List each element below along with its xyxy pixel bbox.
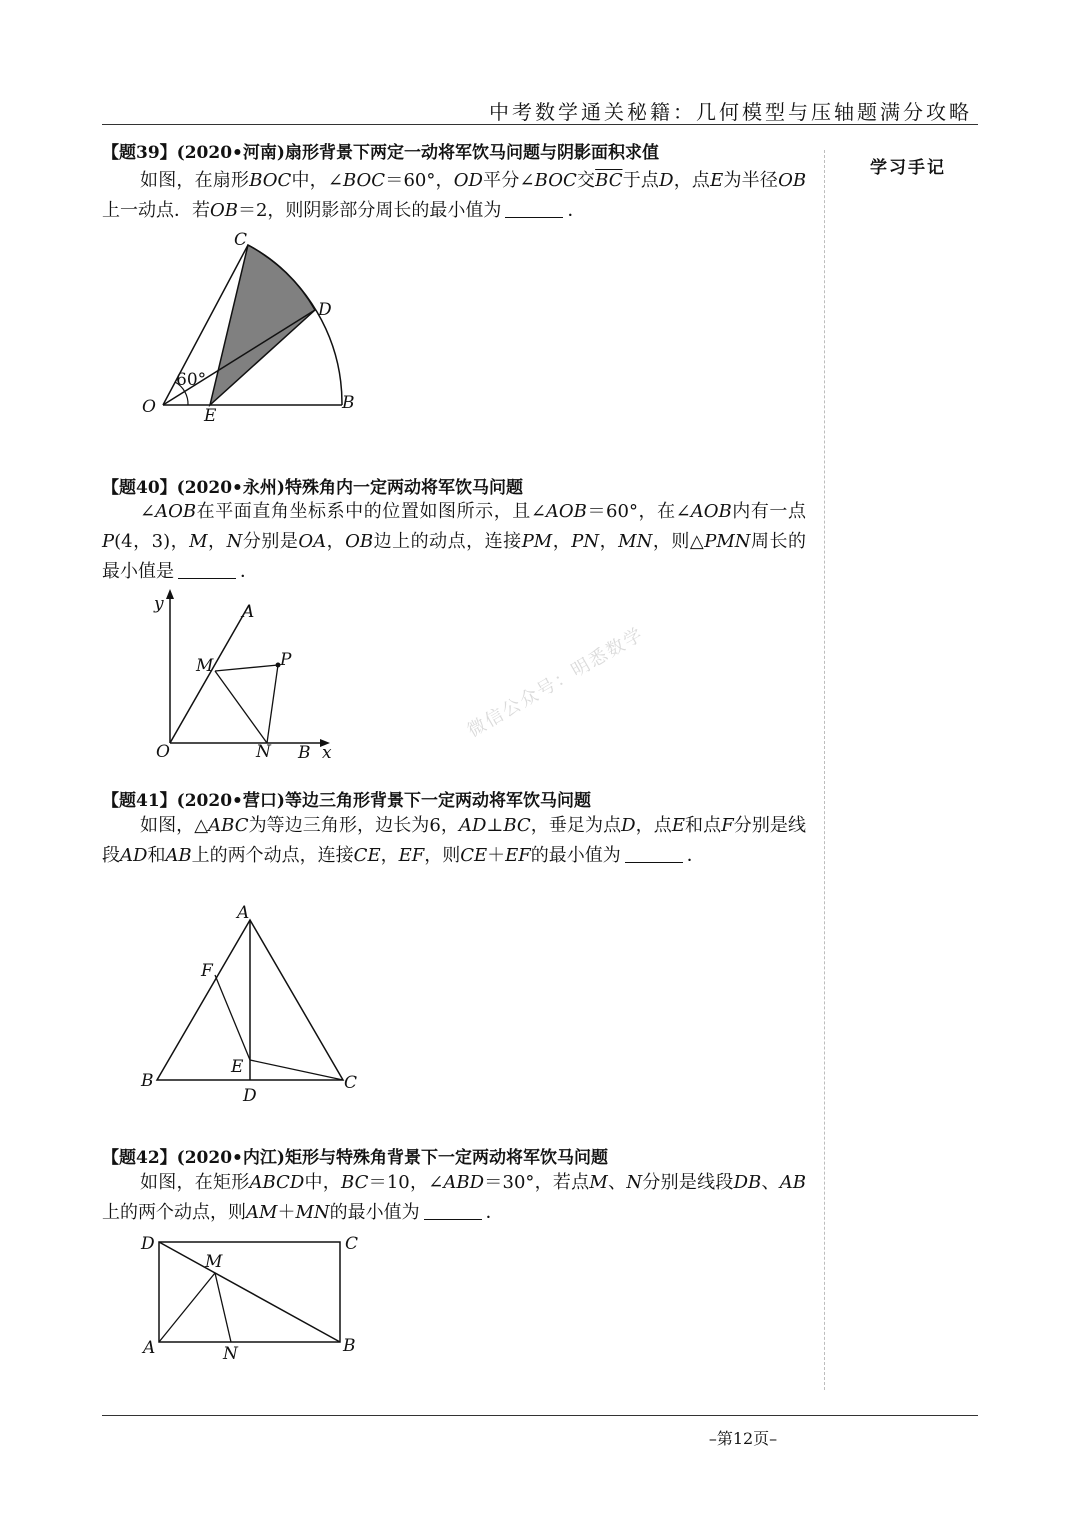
figure-42-rectangle	[135, 1225, 375, 1365]
problem-topic: 特殊角内一定两动将军饮马问题	[284, 478, 523, 498]
diagonal-db	[159, 1242, 340, 1342]
label-c: C	[234, 230, 248, 250]
label-a: A	[143, 1338, 156, 1358]
label-b: B	[141, 1071, 154, 1091]
figure-39-sector	[130, 225, 370, 430]
problem-source: (2020•营口)	[176, 791, 285, 811]
label-angle: 60°	[176, 370, 207, 390]
problem-number: 【题40】	[102, 478, 177, 498]
problem-number: 【题39】	[102, 143, 177, 163]
label-n: N	[256, 742, 271, 762]
problem-42-text: 如图，在矩形ABCD中，BC＝10，∠ABD＝30°，若点M、N分别是线段DB、AB上的两个动点，则AM＋MN的最小值为 ．	[102, 1172, 807, 1223]
problem-number: 【题42】	[102, 1148, 177, 1168]
label-o: O	[142, 397, 156, 417]
footer-rule	[102, 1415, 978, 1416]
page-number: –第12页–	[708, 1429, 778, 1448]
figure-40-coordinate	[140, 585, 360, 765]
sidebar-title: 学习手记	[870, 158, 946, 178]
label-d: D	[318, 300, 332, 320]
segment-fe	[215, 975, 250, 1060]
problem-source: (2020•永州)	[176, 478, 285, 498]
shaded-region-outline	[210, 245, 315, 405]
problem-topic: 扇形背景下两定一动将军饮马问题与阴影面积求值	[284, 143, 659, 163]
label-b: B	[343, 1336, 356, 1356]
answer-blank[interactable]	[178, 560, 236, 579]
problem-source: (2020•内江)	[176, 1148, 285, 1168]
answer-blank[interactable]	[424, 1201, 482, 1220]
figure-41-triangle	[135, 900, 375, 1110]
running-header: 中考数学通关秘籍：几何模型与压轴题满分攻略	[489, 100, 972, 124]
problem-number: 【题41】	[102, 791, 177, 811]
y-axis-arrow	[166, 589, 174, 599]
label-e: E	[204, 406, 217, 426]
problem-39-text: 如图，在扇形BOC中，∠BOC＝60°，OD平分∠BOC交$\overline{BC}$于点D，点E为半径OB上一动点．若OB＝2，则阴影部分周长的最小值为 ．	[102, 170, 807, 221]
watermark: 微信公众号：明悉数学	[464, 623, 648, 742]
problem-topic: 等边三角形背景下一定两动将军饮马问题	[284, 791, 591, 811]
label-b: B	[298, 743, 311, 763]
problem-topic: 矩形与特殊角背景下一定两动将军饮马问题	[284, 1148, 608, 1168]
problem-40-text: ∠AOB在平面直角坐标系中的位置如图所示，且∠AOB＝60°，在∠AOB内有一点P(4，3)，M，N分别是OA，OB边上的动点，连接PM，PN，MN，则△PMN周长的最小值是 ．	[102, 501, 807, 582]
sidebar-divider	[824, 150, 825, 1390]
segment-mn	[215, 671, 267, 743]
answer-blank[interactable]	[625, 844, 683, 863]
header-rule	[102, 124, 978, 125]
segment-pm	[215, 665, 278, 671]
problem-39-heading	[102, 138, 659, 163]
problem-42-heading	[102, 1143, 608, 1168]
segment-am	[159, 1273, 215, 1342]
label-o: O	[156, 742, 170, 762]
segment-mn	[215, 1273, 231, 1342]
problem-41-text: 如图，△ABC为等边三角形，边长为6，AD⊥BC，垂足为点D，点E和点F分别是线段AD和AB上的两个动点，连接CE，EF，则CE＋EF的最小值为 ．	[102, 815, 807, 866]
segment-ec	[250, 1060, 343, 1080]
label-a: A	[242, 602, 255, 622]
segment-pn	[267, 665, 278, 743]
problem-source: (2020•河南)	[176, 143, 285, 163]
label-a: A	[237, 903, 250, 923]
label-m: M	[196, 656, 214, 676]
label-b: B	[342, 393, 355, 413]
label-n: N	[223, 1344, 238, 1364]
problem-40-heading	[102, 473, 523, 498]
label-c: C	[345, 1234, 359, 1254]
label-d: D	[141, 1234, 155, 1254]
problem-41-heading	[102, 786, 591, 811]
label-c: C	[344, 1073, 358, 1093]
label-x: x	[322, 743, 332, 763]
label-p: P	[280, 650, 292, 670]
answer-blank[interactable]	[505, 199, 563, 218]
label-d: D	[243, 1086, 257, 1106]
label-f: F	[201, 961, 213, 981]
label-e: E	[231, 1057, 244, 1077]
label-m: M	[205, 1252, 223, 1272]
label-y: y	[154, 594, 164, 614]
